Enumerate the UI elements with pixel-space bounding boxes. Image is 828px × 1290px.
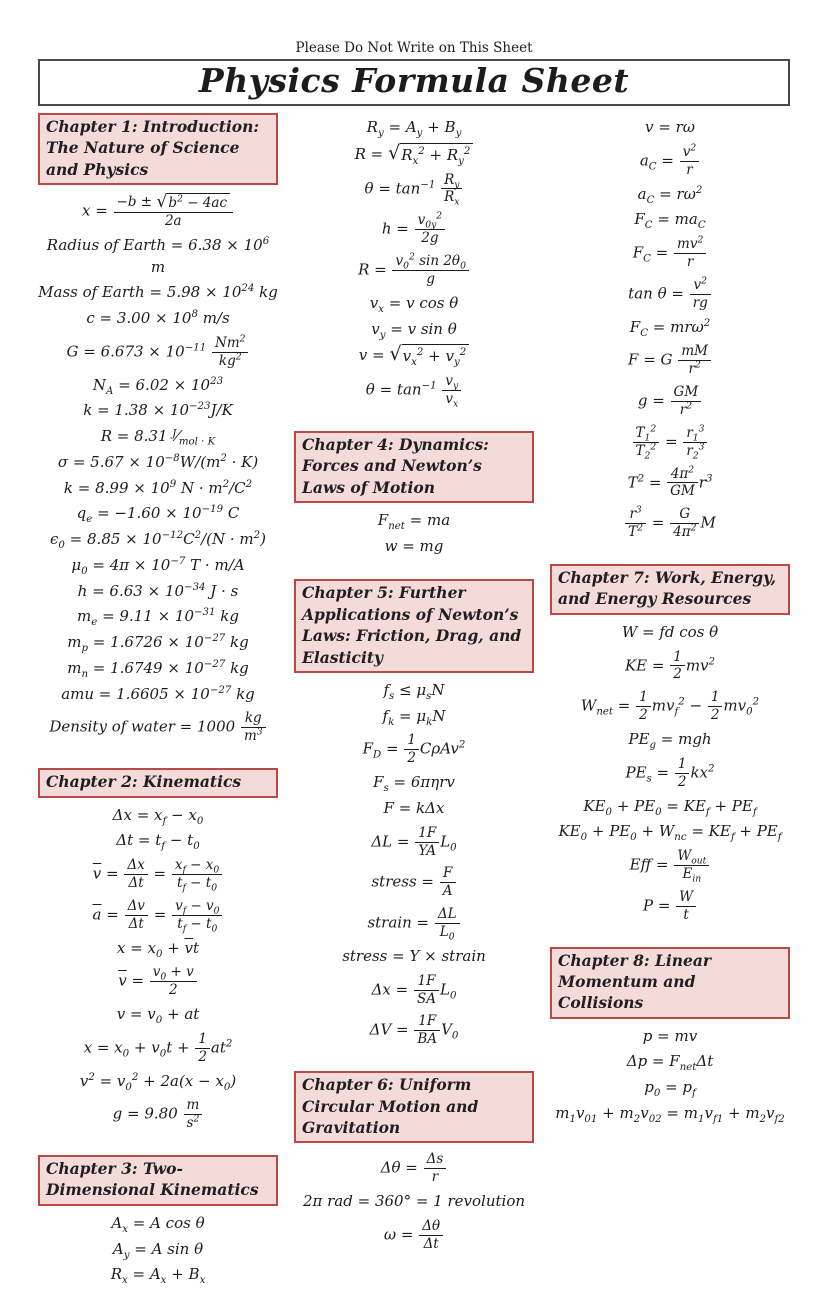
formula-line: $\overline{v}$ = $\frac{\Delta x}{\Delta t}$ = $\frac{x_f - x_0}{t_f - t_0}$: [38, 856, 278, 893]
formula-line: $F_C = ma_C$: [634, 210, 706, 232]
formula-line: R = $\frac{v_0^2 \sin 2\theta_0}{g}$: [294, 252, 534, 289]
formula-line: $m_1v_{01} + m_2v_{02} = m_1v_{f1} + m_2v_{f2}$: [555, 1103, 785, 1125]
formula-line: $PE_g$ = mgh: [628, 730, 712, 751]
chapter-section: [550, 117, 790, 542]
formula-line: $f_k = \mu_kN$: [382, 706, 446, 728]
formula-line: amu = $1.6605 \times 10^{-27}$ kg: [61, 684, 255, 703]
formula-line: x = −b ± √ $b^2 - 4ac$ 2a: [38, 192, 278, 231]
formula-line: $\sigma = 5.67 \times 10^{-8}W/(m^2 \cdot K)$: [57, 452, 259, 471]
formula-line: $a_C = r\omega^2$: [637, 184, 703, 206]
formula-line: $A_y = A$ sin θ: [112, 1239, 204, 1261]
formula-line: $k = 1.38 \times 10^{-23}J/K$: [83, 401, 233, 420]
formula-line: $R_x = A_x + B_x$: [110, 1265, 206, 1287]
formula-line: $m_e = 9.11 \times 10^{-31}$ kg: [77, 607, 239, 629]
formula-line: $F_C$ = $\frac{mv^2}{r}$: [550, 235, 790, 272]
formula-line: g = 9.80 $\frac{m}{s^2}$: [38, 1096, 278, 1133]
formula-line: $q_e = -1.60 \times 10^{-19}$ C: [76, 504, 240, 526]
formula-line: $A_x = A$ cos θ: [111, 1213, 205, 1235]
formula-line: stress = Y × strain: [342, 946, 486, 965]
formula-line: $\frac{r^3}{T^2}$ = $\frac{G}{4\pi^2}$ M: [550, 505, 790, 542]
formula-line: $\overline{a}$ = $\frac{\Delta v}{\Delta t}$ = $\frac{v_f - v_0}{t_f - t_0}$: [38, 897, 278, 934]
formula-line: $\mu_0 = 4\pi \times 10^{-7}$ T · m/A: [71, 555, 245, 577]
formula-line: $m_p = 1.6726 \times 10^{-27}$ kg: [67, 633, 249, 655]
formula-line: h = $\frac{v_{0y}^2}{2g}$: [294, 211, 534, 248]
formula-line: F = kΔx: [383, 798, 445, 817]
chapter-section: [294, 431, 534, 558]
formula-line: ΔL = $\frac{1F}{YA}$ $L_0$: [371, 824, 457, 859]
formula-line: $v = v_0$ + at: [116, 1005, 200, 1026]
formula-line: $G = 6.673 \times 10^{-11}$ $\frac{Nm^2}{kg^2}$: [38, 334, 278, 371]
formula-line: $N_A = 6.02 \times 10^{23}$: [92, 375, 224, 397]
formula-line: $p_0 = p_f$: [644, 1078, 696, 1100]
chapter-header: Chapter 1: Introduction: The Nature of Science and Physics: [38, 113, 278, 185]
formula-line: $\Delta p = F_{net}\Delta t$: [626, 1052, 714, 1074]
formula-line: $c = 3.00 \times 10^8$ m/s: [86, 309, 230, 328]
formula-line: $F_C = mr\omega^2$: [629, 317, 711, 339]
formula-line: v = rω: [645, 118, 695, 136]
formula-line: p = mv: [642, 1026, 698, 1045]
formula-line: $\Delta x = x_f - x_0$: [112, 805, 204, 827]
chapter-section: [550, 947, 790, 1125]
formula-line: $F_D$ = $\frac{1}{2}$ CρAv$^2$: [362, 732, 466, 767]
formula-line: g = $\frac{GM}{r^2}$: [550, 383, 790, 420]
formula-line: $x = x_0 + \overline{v}t$: [116, 938, 200, 960]
formula-line: strain = $\frac{\Delta L}{L_0}$: [294, 905, 534, 942]
formula-line: Mass of Earth = $5.98 \times 10^{24}$ kg: [38, 283, 278, 302]
formula-line: W = fd cos θ: [621, 622, 719, 641]
formula-line: $\overline{v}$ = $\frac{v_0 + v}{2}$: [38, 963, 278, 1000]
chapter-header: Chapter 8: Linear Momentum and Collisions: [550, 947, 790, 1019]
formula-line: 2π rad = 360° = 1 revolution: [302, 1192, 526, 1210]
formula-line: KE = $\frac{1}{2}$ $mv^2$: [624, 648, 716, 683]
formula-line: F = G $\frac{mM}{r^2}$: [550, 342, 790, 379]
formula-line: $R_y = A_y + B_y$: [366, 118, 462, 139]
formula-line: ΔV = $\frac{1F}{BA}$ $V_0$: [369, 1013, 459, 1048]
formula-line: Eff = $\frac{W_{out}}{E_{in}}$: [550, 847, 790, 884]
chapter-header: Chapter 7: Work, Energy, and Energy Resources: [550, 564, 790, 615]
do-not-write-notice: Please Do Not Write on This Sheet: [295, 40, 533, 56]
formula-line: $v_y = v$ sin θ: [371, 319, 457, 341]
formula-line: $a_C$ = $\frac{v^2}{r}$: [550, 143, 790, 180]
chapter-section: [550, 564, 790, 925]
formula-line: $KE_0 + PE_0 + W_{nc} = KE_f + PE_f$: [558, 822, 782, 844]
formula-line: $\theta = \tan^{-1}$ $\frac{R_y}{R_x}$: [294, 171, 534, 208]
formula-line: $v_x = v$ cos θ: [369, 293, 459, 315]
formula-line: $\epsilon_0 = 8.85 \times 10^{-12}C^2/(N \cdot m^2)$: [50, 530, 266, 552]
chapter-section: [294, 579, 534, 1049]
chapter-section: [294, 117, 534, 409]
formula-line: R = √ $R_x^2 + R_y^2$: [294, 143, 534, 167]
chapter-section: [294, 1071, 534, 1253]
formula-line: Δx = $\frac{1F}{SA}$ $L_0$: [371, 972, 457, 1007]
formula-line: $KE_0 + PE_0 = KE_f + PE_f$: [583, 796, 757, 818]
title-box: [38, 59, 790, 106]
column-1: [38, 113, 278, 1290]
formula-line: P = $\frac{W}{t}$: [550, 888, 790, 925]
chapter-header: Chapter 5: Further Applications of Newton’s Laws: Friction, Drag, and Elasticity: [294, 579, 534, 673]
chapter-header: Chapter 2: Kinematics: [38, 768, 278, 797]
chapter-section: [38, 1155, 278, 1286]
formula-line: Radius of Earth = $6.38 \times 10^6$ m: [46, 235, 270, 276]
column-3: [550, 113, 790, 1129]
formula-line: $h = 6.63 \times 10^{-34}$ J · s: [77, 581, 239, 600]
formula-line: $m_n = 1.6749 \times 10^{-27}$ kg: [67, 658, 249, 680]
chapter-section: [38, 113, 278, 746]
formula-line: $T^2$ = $\frac{4\pi^2}{GM}$ $r^3$: [627, 464, 713, 500]
column-2: [294, 113, 534, 1258]
formula-line: $F_{net}$ = ma: [377, 510, 451, 532]
formula-line: $f_s \le \mu_sN$: [383, 680, 445, 702]
chapter-section: [38, 768, 278, 1133]
formula-line: $F_s = 6\pi\eta rv$: [373, 773, 455, 795]
formula-line: w = mg: [384, 536, 444, 555]
chapter-header: Chapter 6: Uniform Circular Motion and Gravitation: [294, 1071, 534, 1143]
formula-line: $x = x_0 + v_0t$ + $\frac{1}{2}$ $at^2$: [83, 1030, 233, 1065]
formula-line: $W_{net}$ = $\frac{1}{2}$ $mv_f^2$ − $\frac{1}{2}$ $mv_0^2$: [580, 689, 760, 724]
formula-line: Density of water = 1000 $\frac{kg}{m^3}$: [38, 709, 278, 746]
formula-line: $v^2 = v_0^2 + 2a(x - x_0)$: [79, 1071, 237, 1093]
formula-line: ω = $\frac{\Delta\theta}{\Delta t}$: [294, 1217, 534, 1254]
columns: [0, 106, 828, 1290]
formula-line: R = 8.31 $^J⁄_{mol \cdot K}$: [100, 427, 216, 448]
page-title: Physics Formula Sheet: [198, 61, 630, 100]
formula-line: $\Delta t = t_f - t_0$: [116, 831, 200, 853]
chapter-header: Chapter 4: Dynamics: Forces and Newton’s Laws of Motion: [294, 431, 534, 503]
formula-line: $PE_s$ = $\frac{1}{2}$ $kx^2$: [625, 755, 715, 790]
formula-line: $\frac{T_1^2}{T_2^2}$ = $\frac{r_1^3}{r_2^3}$: [550, 424, 790, 461]
formula-line: v = √ $v_x^2 + v_y^2$: [294, 344, 534, 368]
formula-line: $\theta = \tan^{-1}$ $\frac{v_y}{v_x}$: [294, 372, 534, 409]
formula-line: $k = 8.99 \times 10^9$ $N \cdot m^2/C^2$: [63, 478, 253, 497]
chapter-header: Chapter 3: Two-Dimensional Kinematics: [38, 1155, 278, 1206]
formula-line: tan θ = $\frac{v^2}{rg}$: [550, 276, 790, 313]
formula-line: stress = $\frac{F}{A}$: [294, 864, 534, 901]
formula-line: Δθ = $\frac{\Delta s}{r}$: [294, 1150, 534, 1187]
